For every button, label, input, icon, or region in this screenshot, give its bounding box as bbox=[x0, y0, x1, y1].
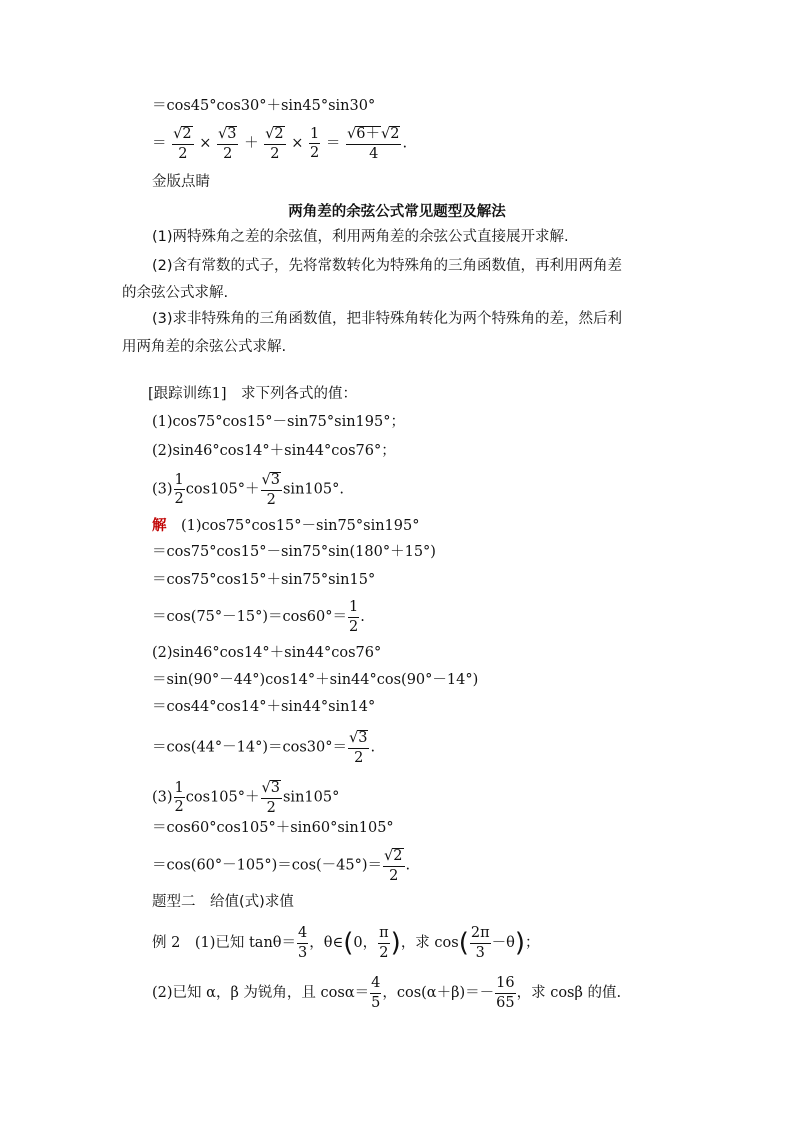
solution-line: ＝cos75°cos15°－sin75°sin(180°＋15°) bbox=[152, 544, 436, 560]
solution-line: ＝cos(60°－105°)＝cos(－45°)＝ $\frac{√2}{2}$ . bbox=[152, 848, 411, 884]
fraction: $\frac{4}{3}$ bbox=[298, 925, 308, 961]
fraction: $\frac{√3}{2}$ bbox=[217, 126, 237, 162]
solution-line: ＝cos(44°－14°)＝cos30°＝ $\frac{√3}{2}$ . bbox=[152, 730, 376, 766]
solution-line: (3) $\frac{1}{2}$ cos105°＋ $\frac{√3}{2}$ sin105° bbox=[152, 779, 340, 816]
section-label: 金版点睛 bbox=[152, 174, 210, 190]
sqrt-sign-icon: √2 bbox=[173, 126, 192, 142]
fraction: $\frac{1}{2}$ bbox=[174, 471, 184, 507]
fraction: $\frac{√6+√2}{4}$ bbox=[346, 126, 400, 162]
question: (3) $\frac{1}{2}$ cos105°＋ $\frac{√3}{2}$ sin105°. bbox=[152, 471, 344, 508]
paragraph: (2)含有常数的式子，先将常数转化为特殊角的三角函数值，再利用两角差 bbox=[152, 258, 623, 274]
fraction: $\frac{√2}{2}$ bbox=[265, 126, 284, 162]
paragraph: 用两角差的余弦公式求解. bbox=[122, 339, 287, 355]
paragraph: (1)两特殊角之差的余弦值，利用两角差的余弦公式直接展开求解. bbox=[152, 229, 569, 245]
solution-label: 解 bbox=[152, 517, 167, 534]
solution-line: (2)sin46°cos14°＋sin44°cos76° bbox=[152, 645, 382, 661]
paragraph: (3)求非特殊角的三角函数值，把非特殊角转化为两个特殊角的差，然后利 bbox=[152, 311, 623, 327]
practice-title: [跟踪训练1] 求下列各式的值： bbox=[148, 386, 358, 402]
fraction: $\frac{\pi}{2}$ bbox=[379, 925, 389, 961]
fraction: $\frac{√3}{2}$ bbox=[261, 472, 280, 508]
solution-line: ＝cos44°cos14°＋sin44°sin14° bbox=[152, 699, 376, 715]
example-question: (2)已知 α，β 为锐角，且 cosα＝ $\frac{4}{5}$ ，cos(α＋β)＝－ $\frac{16}{65}$ ，求 cosβ 的值. bbox=[152, 975, 622, 1011]
fraction: $\frac{4}{5}$ bbox=[371, 975, 381, 1011]
fraction: $\frac{1}{2}$ bbox=[310, 125, 320, 161]
question: (1)cos75°cos15°－sin75°sin195°； bbox=[152, 414, 405, 430]
section-title: 题型二 给值(式)求值 bbox=[152, 894, 294, 910]
solution-line: ＝cos(75°－15°)＝cos60°＝ $\frac{1}{2}$ . bbox=[152, 599, 365, 635]
fraction: $\frac{√2}{2}$ bbox=[384, 848, 403, 884]
fraction: $\frac{1}{2}$ bbox=[349, 599, 359, 635]
fraction: $\frac{2\pi}{3}$ bbox=[470, 925, 490, 961]
fraction: $\frac{√3}{2}$ bbox=[349, 730, 368, 766]
fraction: $\frac{1}{2}$ bbox=[174, 779, 184, 815]
paragraph: 的余弦公式求解. bbox=[122, 285, 229, 301]
solution-line: ＝cos75°cos15°＋sin75°sin15° bbox=[152, 572, 376, 588]
equation-line: ＝cos45°cos30°＋sin45°sin30° bbox=[152, 98, 376, 114]
example-question: 例 2 (1)已知 tanθ＝ $\frac{4}{3}$ ，θ∈(0， $\frac{\pi}{2}$ )，求 cos( $\frac{2\pi}{3}$ －θ)； bbox=[152, 925, 540, 961]
solution-line: ＝sin(90°－44°)cos14°＋sin44°cos(90°－14°) bbox=[152, 672, 479, 688]
question: (2)sin46°cos14°＋sin44°cos76°； bbox=[152, 443, 396, 459]
fraction: $\frac{√3}{2}$ bbox=[261, 780, 280, 816]
box-title: 两角差的余弦公式常见题型及解法 bbox=[288, 204, 506, 220]
fraction: $\frac{√2}{2}$ bbox=[173, 126, 192, 162]
solution-line: ＝cos60°cos105°＋sin60°sin105° bbox=[152, 820, 394, 836]
fraction: $\frac{16}{65}$ bbox=[496, 975, 515, 1011]
equation-line: ＝ $\frac{√2}{2}$ × $\frac{√3}{2}$ ＋ $\frac{√2}{2}$ × $\frac{1}{2}$ ＝ $\frac{√6+√2}{4}$ . bbox=[152, 125, 408, 162]
solution-line: 解 (1)cos75°cos15°－sin75°sin195° bbox=[152, 517, 420, 534]
